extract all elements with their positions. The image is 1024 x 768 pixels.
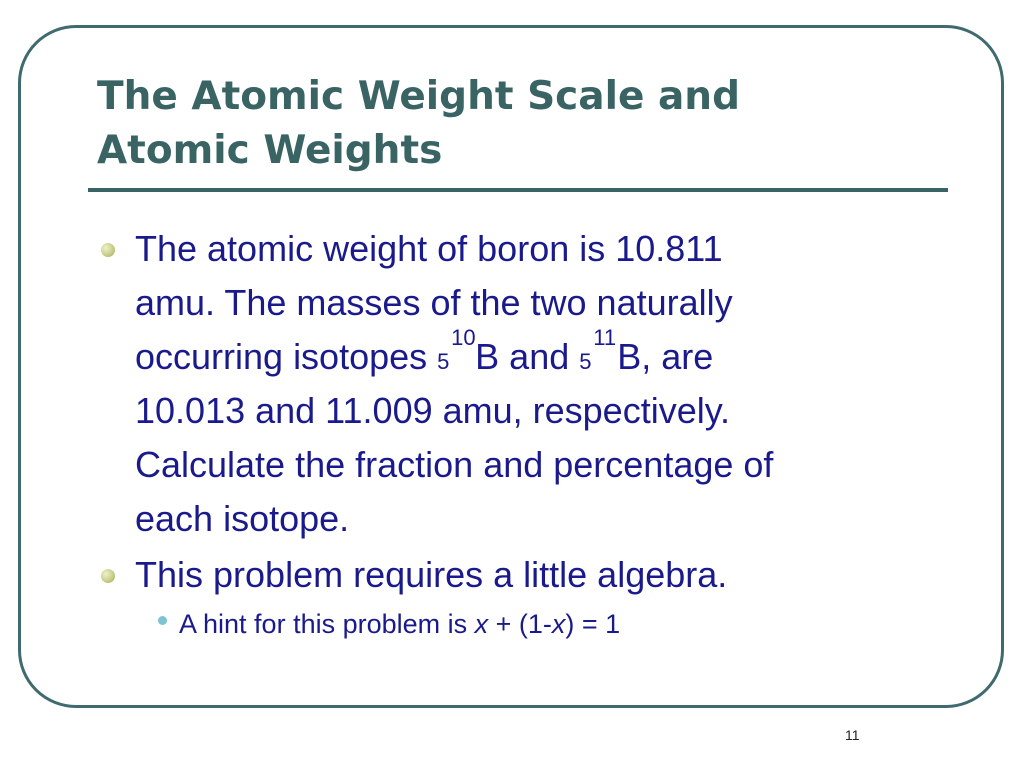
- hint-suffix: ) = 1: [565, 609, 621, 639]
- bullet-1-line-4: 10.013 and 11.009 amu, respectively.: [135, 390, 731, 431]
- isotope-b11-mass-number: 11: [593, 325, 617, 350]
- bullet-1-line-6: each isotope.: [135, 498, 350, 539]
- bullet-1-line-5: Calculate the fraction and percentage of: [135, 444, 774, 485]
- hint-variable-x: x: [551, 609, 566, 639]
- title-line-1: The Atomic Weight Scale and: [97, 74, 740, 119]
- isotopes-text: occurring isotopes: [135, 336, 438, 377]
- isotope-b10-mass-number: 10: [451, 325, 476, 350]
- title-line-2: Atomic Weights: [97, 128, 443, 173]
- isotope-b10-notation: [437, 325, 476, 374]
- isotope-b10-symbol: B and: [475, 336, 580, 377]
- bullet-1-line-3: [135, 325, 714, 377]
- isotope-b11-atomic-number: 5: [579, 349, 592, 374]
- slide-title: [97, 70, 917, 178]
- hint-middle: + (1-: [488, 609, 552, 639]
- sub-bullet-dot-icon: [158, 616, 167, 625]
- bullet-1-line-2: amu. The masses of the two naturally: [135, 282, 733, 323]
- isotope-b11-notation: [579, 325, 617, 374]
- slide-content: [98, 222, 938, 644]
- bullet-algebra-note: [98, 548, 938, 602]
- isotope-b11-symbol: B, are: [617, 336, 714, 377]
- hint-variable-x: x: [474, 609, 489, 639]
- bullet-dot-icon: [101, 243, 115, 257]
- title-divider: [88, 188, 948, 192]
- bullet-dot-icon: [101, 569, 115, 583]
- bullet-boron-problem: [98, 222, 938, 546]
- page-number: 11: [845, 727, 860, 743]
- sub-bullet-hint: [98, 604, 938, 644]
- bullet-1-line-1: The atomic weight of boron is 10.811: [135, 228, 723, 269]
- hint-prefix: A hint for this problem is: [179, 609, 475, 639]
- bullet-2-text: This problem requires a little algebra.: [135, 554, 728, 595]
- isotope-b10-atomic-number: 5: [437, 349, 450, 374]
